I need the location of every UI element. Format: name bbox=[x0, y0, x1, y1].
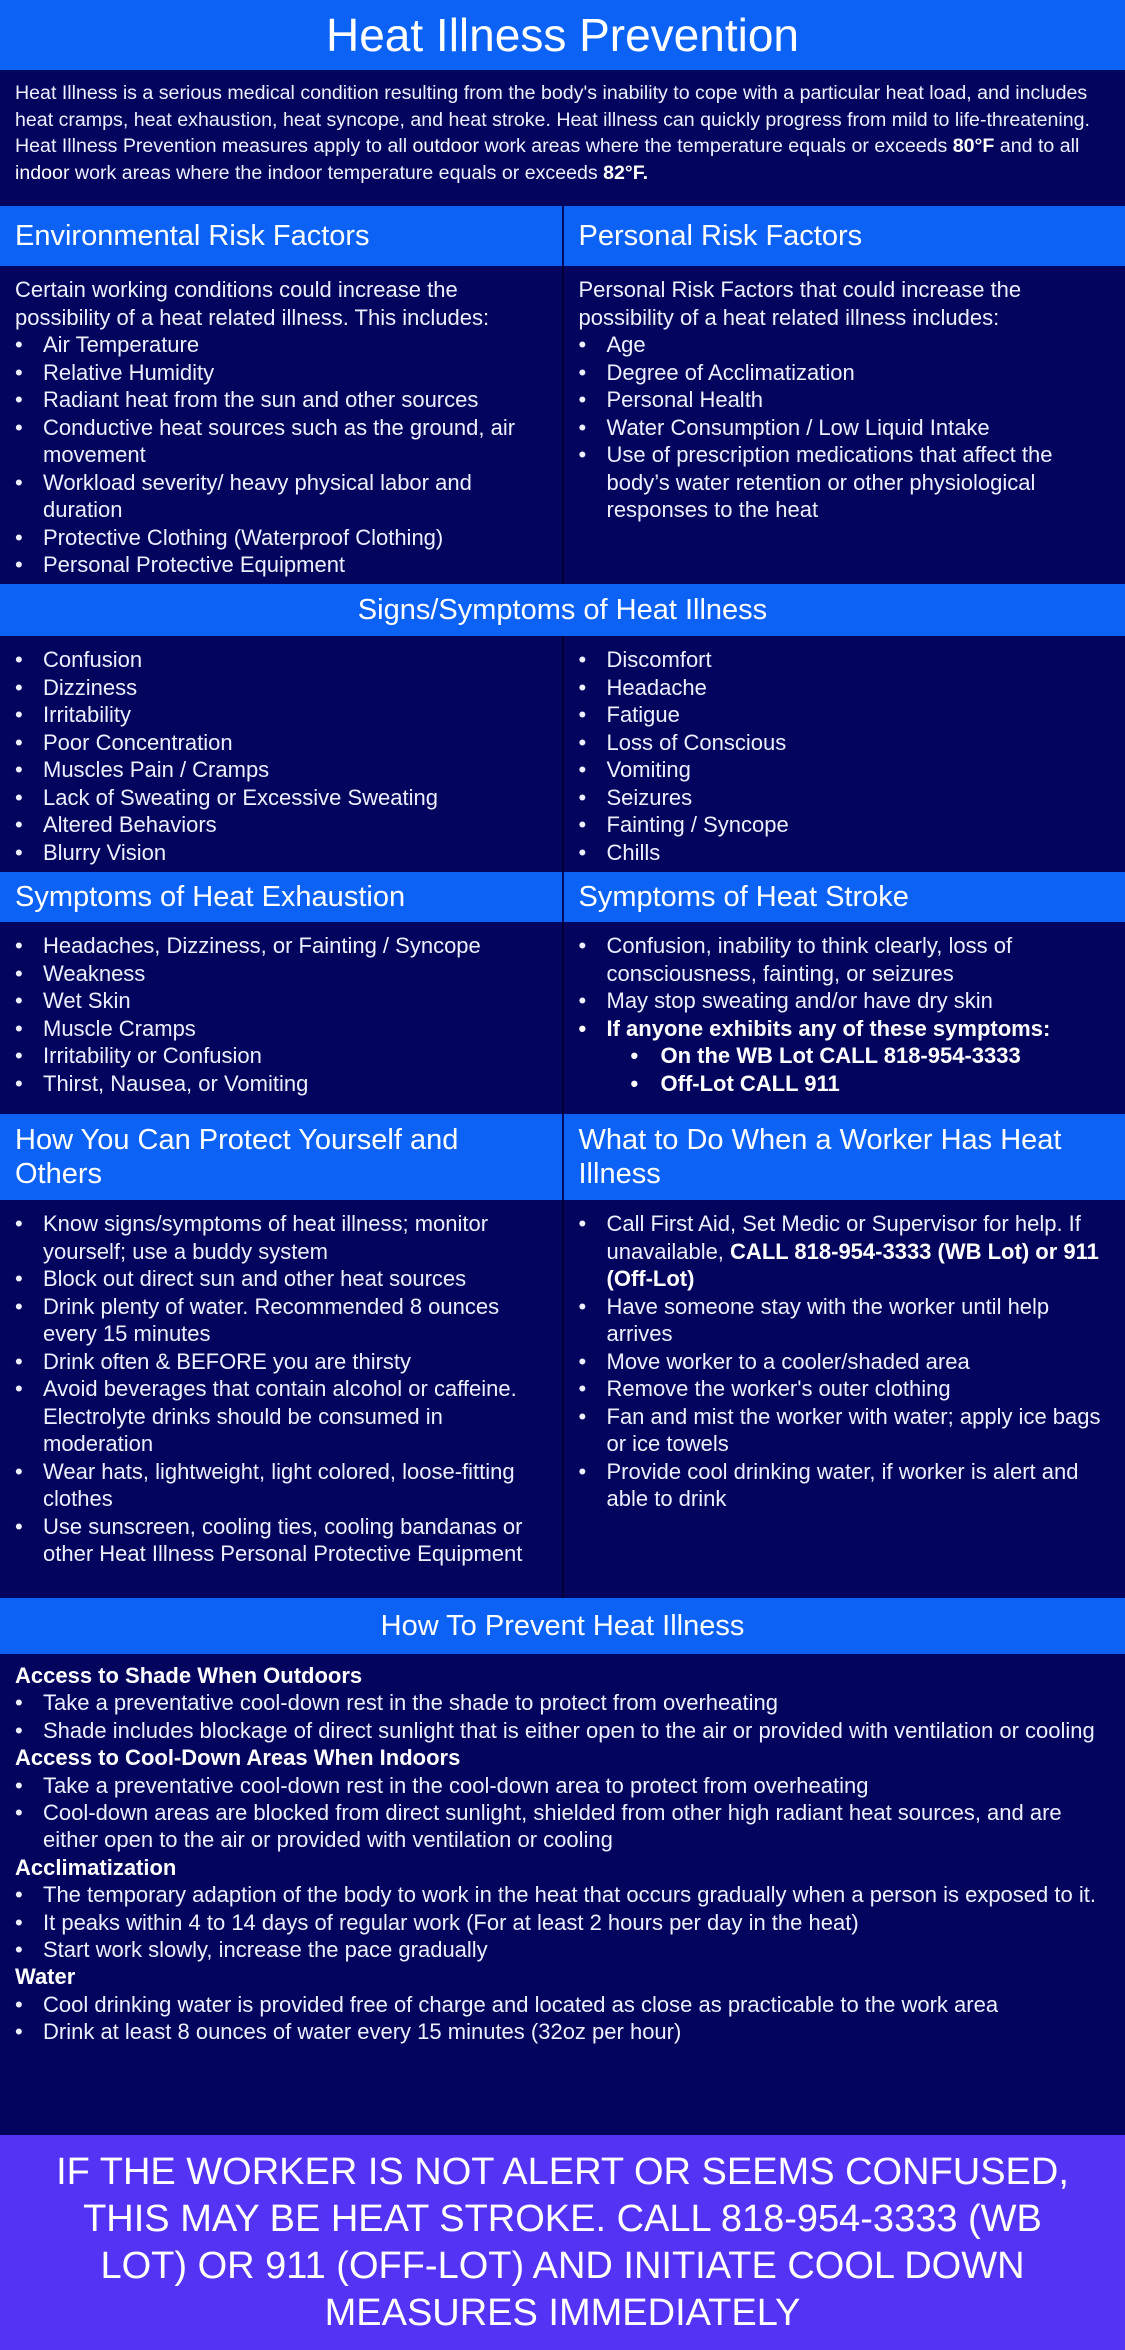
list-item: • Altered Behaviors bbox=[15, 811, 547, 839]
list-item: • Personal Protective Equipment bbox=[15, 551, 547, 579]
list-item: • Protective Clothing (Waterproof Clothing) bbox=[15, 524, 547, 552]
list-item: • Irritability or Confusion bbox=[15, 1042, 547, 1070]
list-item: • Cool drinking water is provided free of charge and located as close as practicable to the work area bbox=[15, 1991, 1110, 2018]
list-item: • Degree of Acclimatization bbox=[579, 359, 1111, 387]
list-item: • Relative Humidity bbox=[15, 359, 547, 387]
stroke-column bbox=[562, 922, 1125, 1114]
list-item: • Weakness bbox=[15, 960, 547, 988]
intro-paragraph-1: Heat Illness is a serious medical condition resulting from the body's inability to cope with a particular heat load, and includes heat cramps, heat exhaustion, heat syncope, and heat stroke. Heat illness can quickly progress from mild to life-threatening. bbox=[15, 82, 1090, 131]
personal-risk-column bbox=[562, 266, 1125, 584]
symptoms-header bbox=[0, 872, 1125, 922]
cooldown-list bbox=[15, 1772, 1110, 1854]
list-item: • Take a preventative cool-down rest in the cool-down area to protect from overheating bbox=[15, 1772, 1110, 1799]
intro-section bbox=[0, 72, 1125, 206]
list-item: • Chills bbox=[579, 839, 1111, 867]
list-item: • Headaches, Dizziness, or Fainting / Syncope bbox=[15, 932, 547, 960]
list-item: • Loss of Conscious bbox=[579, 729, 1111, 757]
water-list bbox=[15, 1991, 1110, 2046]
list-item: • Start work slowly, increase the pace gradually bbox=[15, 1936, 1110, 1963]
risk-factors-header bbox=[0, 206, 1125, 266]
signs-left-column bbox=[0, 636, 562, 872]
shade-heading: Access to Shade When Outdoors bbox=[15, 1663, 363, 1688]
whattodo-list bbox=[579, 1210, 1111, 1293]
protect-title: How You Can Protect Yourself and Others bbox=[0, 1114, 562, 1200]
protect-body bbox=[0, 1200, 1125, 1598]
list-item: • Use sunscreen, cooling ties, cooling bandanas or other Heat Illness Personal Protective Equipment bbox=[15, 1513, 547, 1568]
protect-header bbox=[0, 1114, 1125, 1200]
protect-list bbox=[15, 1210, 547, 1568]
list-item: • It peaks within 4 to 14 days of regular work (For at least 2 hours per day in the heat) bbox=[15, 1909, 1110, 1936]
prevent-section bbox=[0, 1654, 1125, 2045]
list-item: • Shade includes blockage of direct sunlight that is either open to the air or provided with ventilation or cooling bbox=[15, 1717, 1110, 1744]
list-item: • Provide cool drinking water, if worker is alert and able to drink bbox=[579, 1458, 1111, 1513]
list-item: • Muscles Pain / Cramps bbox=[15, 756, 547, 784]
whattodo-title: What to Do When a Worker Has Heat Illness bbox=[562, 1114, 1125, 1200]
list-item: • May stop sweating and/or have dry skin bbox=[579, 987, 1111, 1015]
list-item: • Conductive heat sources such as the ground, air movement bbox=[15, 414, 547, 469]
env-risk-column bbox=[0, 266, 562, 584]
list-item: • Vomiting bbox=[579, 756, 1111, 784]
list-item: • Personal Health bbox=[579, 386, 1111, 414]
list-item: • Wet Skin bbox=[15, 987, 547, 1015]
risk-factors-body bbox=[0, 266, 1125, 584]
intro-paragraph-2: Heat Illness Prevention measures apply to all outdoor work areas where the temperature equals or exceeds 80°F and to all indoor work areas where the indoor temperature equals or exceeds 82°F. bbox=[15, 135, 1080, 184]
list-item: • Discomfort bbox=[579, 646, 1111, 674]
list-item: • Wear hats, lightweight, light colored, loose-fitting clothes bbox=[15, 1458, 547, 1513]
signs-left-list bbox=[15, 646, 547, 866]
protect-column bbox=[0, 1200, 562, 1598]
list-item: • Headache bbox=[579, 674, 1111, 702]
list-item: • Block out direct sun and other heat sources bbox=[15, 1265, 547, 1293]
acclimatization-list bbox=[15, 1881, 1110, 1963]
exhaustion-title: Symptoms of Heat Exhaustion bbox=[0, 872, 562, 922]
list-item: • Take a preventative cool-down rest in the shade to protect from overheating bbox=[15, 1689, 1110, 1716]
list-item: • Radiant heat from the sun and other sources bbox=[15, 386, 547, 414]
env-risk-intro: Certain working conditions could increase the possibility of a heat related illness. This includes: bbox=[15, 277, 490, 330]
prevent-title: How To Prevent Heat Illness bbox=[0, 1598, 1125, 1654]
list-item: • Lack of Sweating or Excessive Sweating bbox=[15, 784, 547, 812]
off-lot-call: • Off-Lot CALL 911 bbox=[579, 1070, 1111, 1098]
list-item: • Move worker to a cooler/shaded area bbox=[579, 1348, 1111, 1376]
list-item: • Thirst, Nausea, or Vomiting bbox=[15, 1070, 547, 1098]
list-item: • Drink plenty of water. Recommended 8 ounces every 15 minutes bbox=[15, 1293, 547, 1348]
list-item: • Confusion, inability to think clearly, loss of consciousness, fainting, or seizures bbox=[579, 932, 1111, 987]
list-item: • Age bbox=[579, 331, 1111, 359]
list-item: • Air Temperature bbox=[15, 331, 547, 359]
page-title: Heat Illness Prevention bbox=[0, 0, 1125, 72]
list-item: • Muscle Cramps bbox=[15, 1015, 547, 1043]
personal-risk-list bbox=[579, 331, 1111, 524]
list-item: • Know signs/symptoms of heat illness; monitor yourself; use a buddy system bbox=[15, 1210, 547, 1265]
list-item: • Drink often & BEFORE you are thirsty bbox=[15, 1348, 547, 1376]
list-item: • Water Consumption / Low Liquid Intake bbox=[579, 414, 1111, 442]
list-item: • Irritability bbox=[15, 701, 547, 729]
list-item: • Fan and mist the worker with water; apply ice bags or ice towels bbox=[579, 1403, 1111, 1458]
list-item: • Dizziness bbox=[15, 674, 547, 702]
whattodo-column bbox=[562, 1200, 1125, 1598]
list-item: • Cool-down areas are blocked from direct sunlight, shielded from other high radiant heat sources, and are either open to the air or provided with ventilation or cooling bbox=[15, 1799, 1110, 1854]
water-heading: Water bbox=[15, 1964, 76, 1990]
signs-body bbox=[0, 636, 1125, 872]
exhaustion-column bbox=[0, 922, 562, 1114]
symptoms-body bbox=[0, 922, 1125, 1114]
signs-right-column bbox=[562, 636, 1125, 872]
list-item: • Fatigue bbox=[579, 701, 1111, 729]
list-item: • Seizures bbox=[579, 784, 1111, 812]
list-item: • Workload severity/ heavy physical labor and duration bbox=[15, 469, 547, 524]
list-item: • Poor Concentration bbox=[15, 729, 547, 757]
whattodo-list-rest bbox=[579, 1293, 1111, 1513]
cooldown-heading: Access to Cool-Down Areas When Indoors bbox=[15, 1745, 461, 1771]
stroke-alert: • If anyone exhibits any of these symptoms: bbox=[579, 1015, 1111, 1043]
signs-title: Signs/Symptoms of Heat Illness bbox=[0, 584, 1125, 636]
list-item: • Blurry Vision bbox=[15, 839, 547, 867]
personal-risk-title: Personal Risk Factors bbox=[562, 206, 1125, 266]
list-item: • Have someone stay with the worker until help arrives bbox=[579, 1293, 1111, 1348]
list-item: • Fainting / Syncope bbox=[579, 811, 1111, 839]
list-item: • Confusion bbox=[15, 646, 547, 674]
list-item: • Remove the worker's outer clothing bbox=[579, 1375, 1111, 1403]
signs-right-list bbox=[579, 646, 1111, 866]
wb-lot-call: • On the WB Lot CALL 818-954-3333 bbox=[579, 1042, 1111, 1070]
list-item: • Avoid beverages that contain alcohol or caffeine. Electrolyte drinks should be consumed in moderation bbox=[15, 1375, 547, 1458]
stroke-list bbox=[579, 932, 1111, 1097]
footer-warning: IF THE WORKER IS NOT ALERT OR SEEMS CONFUSED, THIS MAY BE HEAT STROKE. CALL 818-954-3333 (WB LOT) OR 911 (OFF-LOT) AND INITIATE COOL DOWN MEASURES IMMEDIATELY bbox=[0, 2135, 1125, 2350]
shade-list bbox=[15, 1689, 1110, 1744]
list-item: • Use of prescription medications that affect the body’s water retention or other physiological responses to the heat bbox=[579, 441, 1111, 524]
list-item: • The temporary adaption of the body to work in the heat that occurs gradually when a person is exposed to it. bbox=[15, 1881, 1110, 1908]
env-risk-title: Environmental Risk Factors bbox=[0, 206, 562, 266]
env-risk-list bbox=[15, 331, 547, 579]
exhaustion-list bbox=[15, 932, 547, 1097]
list-item: • Call First Aid, Set Medic or Supervisor for help. If unavailable, CALL 818-954-3333 (WB Lot) or 911 (Off-Lot) bbox=[579, 1210, 1111, 1293]
personal-risk-intro: Personal Risk Factors that could increase the possibility of a heat related illness includes: bbox=[578, 277, 1022, 330]
stroke-title: Symptoms of Heat Stroke bbox=[562, 872, 1125, 922]
list-item: • Drink at least 8 ounces of water every 15 minutes (32oz per hour) bbox=[15, 2018, 1110, 2045]
acclimatization-heading: Acclimatization bbox=[15, 1854, 177, 1880]
